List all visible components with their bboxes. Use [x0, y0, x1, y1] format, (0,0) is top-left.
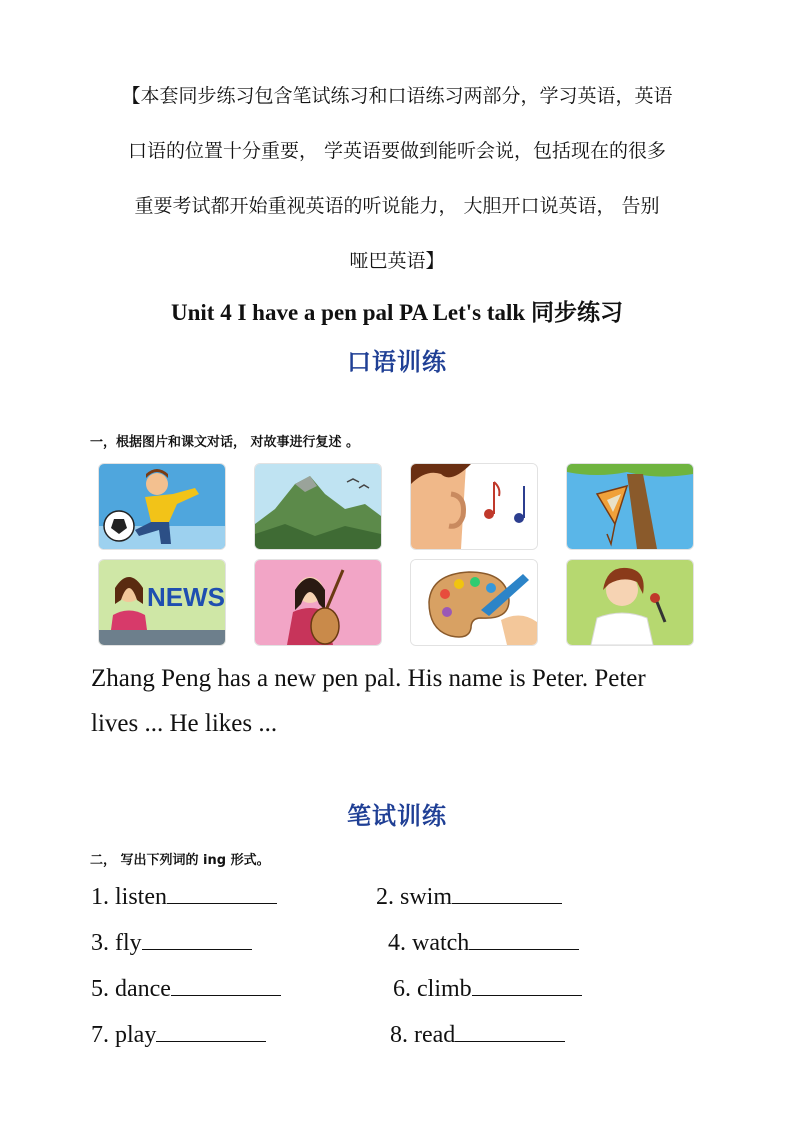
- exercise-row: [91, 1015, 711, 1061]
- exercise-list: [91, 877, 711, 1061]
- exercise-item: [388, 923, 579, 962]
- exercise-item: [91, 1015, 266, 1054]
- girl-playing-pipa-icon: [254, 559, 382, 646]
- story-line: Zhang Peng has a new pen pal. His name is Peter. Peter: [91, 665, 646, 692]
- exercise-item: [91, 969, 281, 1008]
- boy-playing-football-icon: [98, 463, 226, 550]
- intro-paragraph: [80, 78, 714, 298]
- exercise-item: [393, 969, 582, 1008]
- exercise-item: [390, 1015, 565, 1054]
- intro-line: 哑巴英语】: [349, 250, 445, 272]
- intro-line: 重要考试都开始重视英语的听说能力， 大胆开口说英语， 告别: [134, 195, 660, 217]
- intro-line: 口语的位置十分重要， 学英语要做到能听会说，包括现在的很多: [127, 140, 667, 162]
- exercise-item: [91, 877, 277, 916]
- ear-music-notes-icon: [410, 463, 538, 550]
- story-line: lives ... He likes ...: [91, 710, 278, 737]
- painting-palette-icon: [410, 559, 538, 646]
- kite-in-tree-icon: [566, 463, 694, 550]
- document-title: Unit 4 I have a pen pal PA Let's talk 同步练习: [171, 300, 623, 325]
- exercise-item: [91, 923, 252, 962]
- exercise-word: 4. watch: [388, 930, 470, 956]
- intro-line: 【本套同步练习包含笔试练习和口语练习两部分，学习英语，英语: [121, 85, 673, 107]
- answer-blank[interactable]: [142, 923, 252, 950]
- exercise-word: 3. fly: [91, 930, 142, 956]
- answer-blank[interactable]: [167, 877, 277, 904]
- written-section-heading: 笔试训练: [347, 802, 447, 830]
- exercise-word: 2. swim: [376, 884, 453, 910]
- svg-text:NEWS: NEWS: [147, 582, 225, 612]
- exercise-item: [376, 877, 562, 916]
- oral-question: 一，根据图片和课文对话， 对故事进行复述 。: [90, 435, 360, 450]
- written-question: 二， 写出下列词的 ing 形式。: [90, 853, 270, 868]
- exercise-row: [91, 923, 711, 969]
- answer-blank[interactable]: [171, 969, 281, 996]
- exercise-word: 5. dance: [91, 976, 171, 1002]
- exercise-word: 8. read: [390, 1022, 456, 1048]
- exercise-word: 6. climb: [393, 976, 472, 1002]
- exercise-word: 7. play: [91, 1022, 157, 1048]
- exercise-word: 1. listen: [91, 884, 167, 910]
- oral-section-heading: 口语训练: [347, 348, 447, 376]
- answer-blank[interactable]: [452, 877, 562, 904]
- answer-blank[interactable]: [455, 1015, 565, 1042]
- answer-blank[interactable]: [469, 923, 579, 950]
- story-prompt: [91, 656, 711, 746]
- answer-blank[interactable]: [156, 1015, 266, 1042]
- singer-with-microphone-icon: [566, 559, 694, 646]
- answer-blank[interactable]: [472, 969, 582, 996]
- news-reporter-icon: [98, 559, 226, 646]
- mountains-icon: [254, 463, 382, 550]
- exercise-row: [91, 877, 711, 923]
- exercise-row: [91, 969, 711, 1015]
